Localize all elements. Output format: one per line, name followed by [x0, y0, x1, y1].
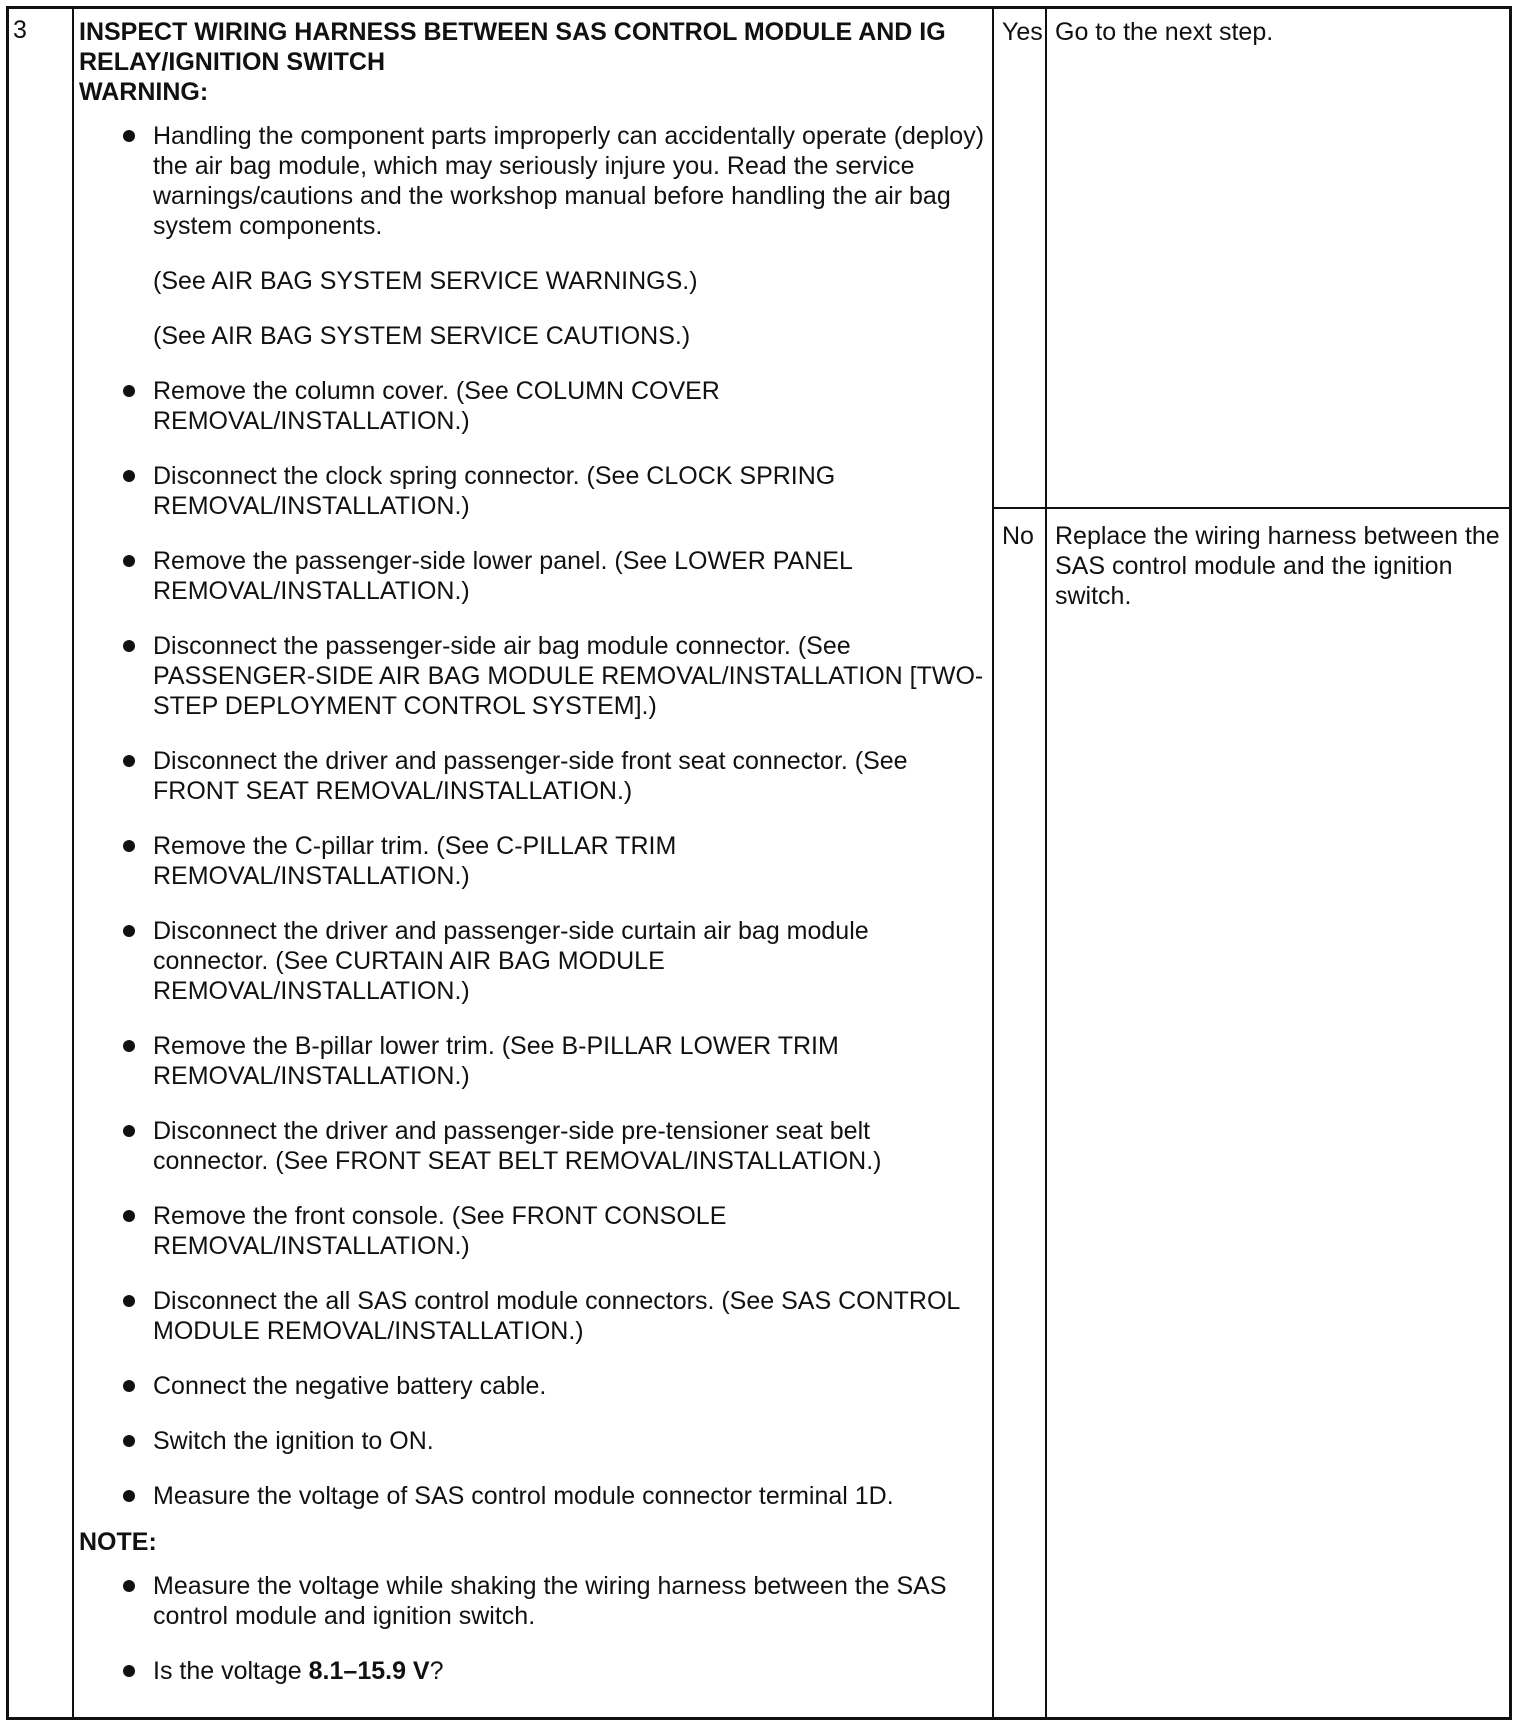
column-divider: [72, 9, 74, 1717]
list-item: Switch the ignition to ON.: [79, 1426, 987, 1456]
column-divider: [992, 9, 994, 1717]
bullet-icon: [123, 840, 135, 852]
list-item: Connect the negative battery cable.: [79, 1371, 987, 1401]
bullet-icon: [123, 925, 135, 937]
list-item: Remove the C-pillar trim. (See C-PILLAR TRIM REMOVAL/INSTALLATION.): [79, 831, 987, 891]
answer-no-label: No: [1002, 522, 1034, 550]
list-item: Measure the voltage while shaking the wiring harness between the SAS control module and ignition switch.: [79, 1571, 987, 1631]
list-item: Remove the passenger-side lower panel. (See LOWER PANEL REMOVAL/INSTALLATION.): [79, 546, 987, 606]
list-item: Measure the voltage of SAS control module connector terminal 1D.: [79, 1481, 987, 1511]
step-number: 3: [13, 16, 27, 44]
list-item: Disconnect the driver and passenger-side front seat connector. (See FRONT SEAT REMOVAL/INSTALLATION.): [79, 746, 987, 806]
bullet-icon: [123, 1210, 135, 1222]
list-item: Disconnect the all SAS control module connectors. (See SAS CONTROL MODULE REMOVAL/INSTALLATION.): [79, 1286, 987, 1346]
question-item: Is the voltage 8.1–15.9 V?: [79, 1656, 987, 1686]
voltage-spec: 8.1–15.9 V: [308, 1657, 430, 1685]
list-item: Handling the component parts improperly can accidentally operate (deploy) the air bag module, which may seriously injure you. Read the service warnings/cautions and the workshop manual before handling the air bag system components.: [79, 121, 987, 241]
bullet-icon: [123, 555, 135, 567]
bullet-icon: [123, 1125, 135, 1137]
bullet-icon: [123, 130, 135, 142]
note-label: NOTE:: [79, 1528, 157, 1556]
list-item: Remove the column cover. (See COLUMN COVER REMOVAL/INSTALLATION.): [79, 376, 987, 436]
step-content: [79, 17, 987, 1686]
note-list: [79, 1571, 987, 1686]
list-item: Disconnect the clock spring connector. (See CLOCK SPRING REMOVAL/INSTALLATION.): [79, 461, 987, 521]
row-divider: [992, 507, 1509, 509]
procedure-table: [6, 6, 1512, 1720]
bullet-icon: [123, 755, 135, 767]
answer-yes-label: Yes: [1002, 18, 1043, 46]
list-item: Disconnect the driver and passenger-side pre-tensioner seat belt connector. (See FRONT SEAT BELT REMOVAL/INSTALLATION.): [79, 1116, 987, 1176]
bullet-icon: [123, 1380, 135, 1392]
bullet-icon: [123, 1435, 135, 1447]
bullet-icon: [123, 1490, 135, 1502]
column-divider: [1045, 9, 1047, 1717]
action-list: [79, 376, 987, 1511]
bullet-icon: [123, 1665, 135, 1677]
list-item: Remove the B-pillar lower trim. (See B-PILLAR LOWER TRIM REMOVAL/INSTALLATION.): [79, 1031, 987, 1091]
list-item: Disconnect the passenger-side air bag module connector. (See PASSENGER-SIDE AIR BAG MODULE REMOVAL/INSTALLATION [TWO-STEP DEPLOYMENT CONTROL SYSTEM].): [79, 631, 987, 721]
warning-list: [79, 121, 987, 241]
step-title: INSPECT WIRING HARNESS BETWEEN SAS CONTROL MODULE AND IG RELAY/IGNITION SWITCH: [79, 18, 946, 76]
bullet-icon: [123, 470, 135, 482]
bullet-icon: [123, 1040, 135, 1052]
bullet-icon: [123, 640, 135, 652]
see-warnings-reference: (See AIR BAG SYSTEM SERVICE WARNINGS.): [153, 267, 698, 295]
bullet-icon: [123, 385, 135, 397]
see-cautions-reference: (See AIR BAG SYSTEM SERVICE CAUTIONS.): [153, 322, 691, 350]
list-item: Disconnect the driver and passenger-side curtain air bag module connector. (See CURTAIN AIR BAG MODULE REMOVAL/INSTALLATION.): [79, 916, 987, 1006]
answer-no-action: Replace the wiring harness between the SAS control module and the ignition switch.: [1055, 522, 1500, 610]
warning-label: WARNING:: [79, 78, 209, 106]
answer-yes-action: Go to the next step.: [1055, 18, 1274, 46]
bullet-icon: [123, 1580, 135, 1592]
list-item: Remove the front console. (See FRONT CONSOLE REMOVAL/INSTALLATION.): [79, 1201, 987, 1261]
bullet-icon: [123, 1295, 135, 1307]
